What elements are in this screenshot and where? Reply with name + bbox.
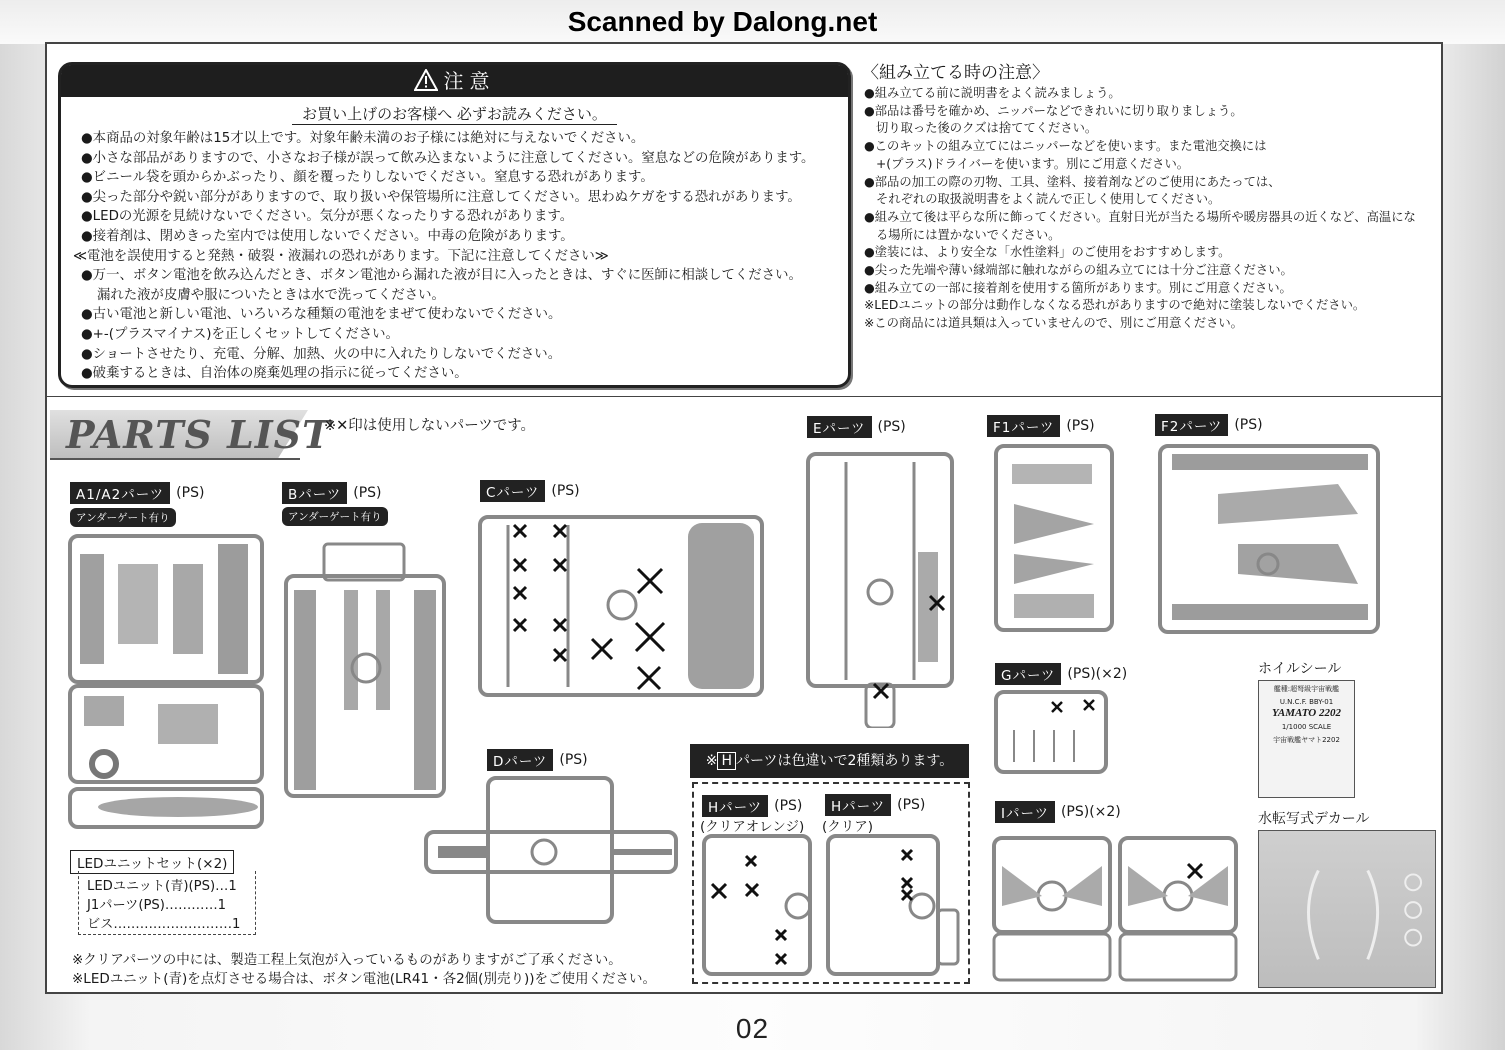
tag-g: Gパーツ (PS)(×2) bbox=[995, 663, 1127, 685]
seal-jp: 宇宙戦艦ヤマト2202 bbox=[1273, 736, 1340, 744]
runner-g bbox=[994, 690, 1108, 774]
runner-c bbox=[478, 515, 764, 697]
caution-title: 注意 bbox=[443, 69, 496, 93]
tag-f2: F2パーツ (PS) bbox=[1155, 414, 1263, 436]
assembly-line: ●組み立て後は平らな所に飾ってください。直射日光が当たる場所や暖房器具の近くなど、高温にな bbox=[864, 209, 1416, 224]
battery-line: ●古い電池と新しい電池、いろいろな種類の電池をまぜて使わないでください。 bbox=[81, 307, 562, 323]
tag-a: A1/A2パーツ (PS) bbox=[70, 482, 204, 504]
battery-list bbox=[61, 266, 848, 384]
runner-h-orange bbox=[702, 834, 812, 976]
assembly-title: 〈組み立てる時の注意〉 bbox=[862, 63, 1049, 83]
foil-seal-title: ホイルシール bbox=[1258, 661, 1342, 677]
caution-line: ●ビニール袋を頭からかぶったり、顔を覆ったりしないでください。窒息する恐れがあります。 bbox=[81, 170, 654, 186]
battery-title: ≪電池を誤使用すると発熱・破裂・液漏れの恐れがあります。下記に注意してください≫ bbox=[73, 248, 609, 264]
undergate-pill-b: アンダーゲート有り bbox=[282, 507, 388, 526]
battery-line: ●ショートさせたり、充電、分解、加熱、火の中に入れたりしないでください。 bbox=[81, 346, 562, 362]
assembly-line: +(プラス)ドライバーを使います。別にご用意ください。 bbox=[876, 156, 1190, 171]
assembly-line: ●このキットの組み立てにはニッパーなどを使います。また電池交換には bbox=[864, 139, 1267, 154]
caution-line: ●LEDの光源を見続けないでください。気分が悪くなったりする恐れがあります。 bbox=[81, 209, 574, 225]
seal-scale: 1/1000 SCALE bbox=[1281, 723, 1332, 731]
decal-graphic bbox=[1259, 831, 1435, 987]
battery-line: 漏れた液が皮膚や服についたときは水で洗ってください。 bbox=[97, 287, 445, 303]
tag-c: Cパーツ (PS) bbox=[480, 480, 580, 502]
led-row: J1パーツ(PS)…………1 bbox=[87, 898, 227, 913]
parts-list-title: PARTS LIST bbox=[66, 412, 332, 457]
seal-line2: U.N.C.F. BBY-01 bbox=[1279, 698, 1334, 706]
assembly-line: ※この商品には道具類は入っていませんので、別にご用意ください。 bbox=[864, 316, 1243, 331]
runner-f2 bbox=[1158, 444, 1380, 634]
tag-e: Eパーツ (PS) bbox=[807, 416, 906, 438]
bottom-note: ※LEDユニット(青)を点灯させる場合は、ボタン電池(LR41・各2個(別売り))をご使用ください。 bbox=[72, 971, 656, 987]
led-row: LEDユニット(青)(PS)…1 bbox=[87, 879, 237, 894]
caution-line: ●接着剤は、閉めきった室内では使用しないでください。中毒の危険があります。 bbox=[81, 228, 574, 244]
runner-a-middle bbox=[68, 684, 264, 784]
bottom-notes bbox=[72, 951, 656, 989]
assembly-line: ●塗装には、より安全な「水性塗料」のご使用をおすすめします。 bbox=[864, 245, 1231, 260]
tag-b: Bパーツ (PS) bbox=[282, 482, 382, 504]
runner-i-right bbox=[1118, 836, 1238, 982]
led-unit-set bbox=[70, 850, 256, 938]
caution-line: ●尖った部分や鋭い部分がありますので、取り扱いや保管場所に注意してください。思わぬケガをする恐れがあります。 bbox=[81, 189, 801, 205]
h-clear-sub: (クリア) bbox=[822, 819, 874, 835]
assembly-notes bbox=[862, 58, 1432, 333]
assembly-line: ●組み立てる前に説明書をよく読みましょう。 bbox=[864, 86, 1121, 100]
runner-i-left bbox=[992, 836, 1112, 982]
parts-list-underline bbox=[50, 458, 300, 460]
scanned-watermark: Scanned by Dalong.net bbox=[567, 6, 878, 37]
assembly-line: ※LEDユニットの部分は動作しなくなる恐れがありますので絶対に塗装しないでください。 bbox=[864, 298, 1366, 313]
assembly-list bbox=[862, 85, 1432, 333]
caution-line: ●小さな部品がありますので、小さなお子様が誤って飲み込まないように注意してください。窒息などの危険があります。 bbox=[81, 150, 815, 166]
led-title: LEDユニットセット(×2) bbox=[70, 850, 234, 874]
runner-a-lower bbox=[68, 787, 264, 829]
tag-d: Dパーツ (PS) bbox=[487, 749, 588, 771]
caution-box bbox=[58, 62, 851, 388]
seal-line1: 艦種:超弩級宇宙戦艦 bbox=[1273, 685, 1340, 693]
section-divider bbox=[47, 396, 1441, 397]
bottom-note: ※クリアパーツの中には、製造工程上気泡が入っているものがありますがご了承ください。 bbox=[72, 952, 622, 968]
foil-seal bbox=[1258, 680, 1355, 798]
led-row: ビス………………………1 bbox=[87, 917, 241, 932]
h-parts-note: ※ H パーツは色違いで2種類あります。 bbox=[690, 744, 969, 778]
assembly-line: ●尖った先端や薄い縁端部に触れながらの組み立てには十分ご注意ください。 bbox=[864, 263, 1293, 278]
runner-e bbox=[806, 452, 954, 728]
assembly-line: 切り取った後のクズは捨ててください。 bbox=[876, 121, 1098, 136]
assembly-line: ●部品は番号を確かめ、ニッパーなどできれいに切り取りましょう。 bbox=[864, 103, 1243, 118]
runner-d bbox=[424, 776, 678, 924]
warning-icon bbox=[414, 69, 438, 91]
assembly-line: る場所には置かないでください。 bbox=[876, 227, 1061, 242]
page-number: 02 bbox=[735, 1013, 770, 1044]
runner-h-clear bbox=[826, 834, 960, 976]
decal-title: 水転写式デカール bbox=[1258, 811, 1370, 827]
seal-brand: YAMATO 2202 bbox=[1272, 707, 1341, 719]
runner-a-upper bbox=[68, 534, 264, 684]
runner-f1 bbox=[994, 444, 1114, 632]
caution-line: ●本商品の対象年齢は15才以上です。対象年齢未満のお子様には絶対に与えないでください。 bbox=[81, 131, 645, 146]
assembly-line: ●部品の加工の際の刃物、工具、塗料、接着剤などのご使用にあたっては、 bbox=[864, 174, 1281, 189]
battery-line: ●破棄するときは、自治体の廃棄処理の指示に従ってください。 bbox=[81, 366, 468, 382]
h-orange-sub: (クリアオレンジ) bbox=[700, 819, 805, 835]
undergate-pill-a: アンダーゲート有り bbox=[70, 508, 176, 527]
assembly-line: ●組み立ての一部に接着剤を使用する箇所があります。別にご用意ください。 bbox=[864, 280, 1292, 295]
runner-b bbox=[284, 540, 446, 798]
tag-f1: F1パーツ (PS) bbox=[987, 415, 1095, 437]
assembly-line: それぞれの取扱説明書をよく読んで正しく使用してください。 bbox=[876, 192, 1221, 207]
tag-h-orange: Hパーツ (PS) bbox=[702, 795, 802, 817]
caution-header bbox=[61, 65, 848, 97]
waterslide-decal bbox=[1258, 830, 1436, 988]
battery-line: ●万一、ボタン電池を飲み込んだとき、ボタン電池から漏れた液が目に入ったときは、すぐに医師に相談してください。 bbox=[81, 268, 802, 284]
battery-line: ●+-(プラスマイナス)を正しくセットしてください。 bbox=[81, 326, 399, 342]
caution-list bbox=[61, 129, 848, 247]
tag-h-clear: Hパーツ (PS) bbox=[825, 794, 925, 816]
led-rows bbox=[78, 871, 256, 935]
tag-i: Iパーツ (PS)(×2) bbox=[995, 801, 1121, 823]
parts-list-note: ※✕印は使用しないパーツです。 bbox=[324, 418, 536, 434]
caution-subtitle: お買い上げのお客様へ 必ずお読みください。 bbox=[61, 103, 848, 125]
